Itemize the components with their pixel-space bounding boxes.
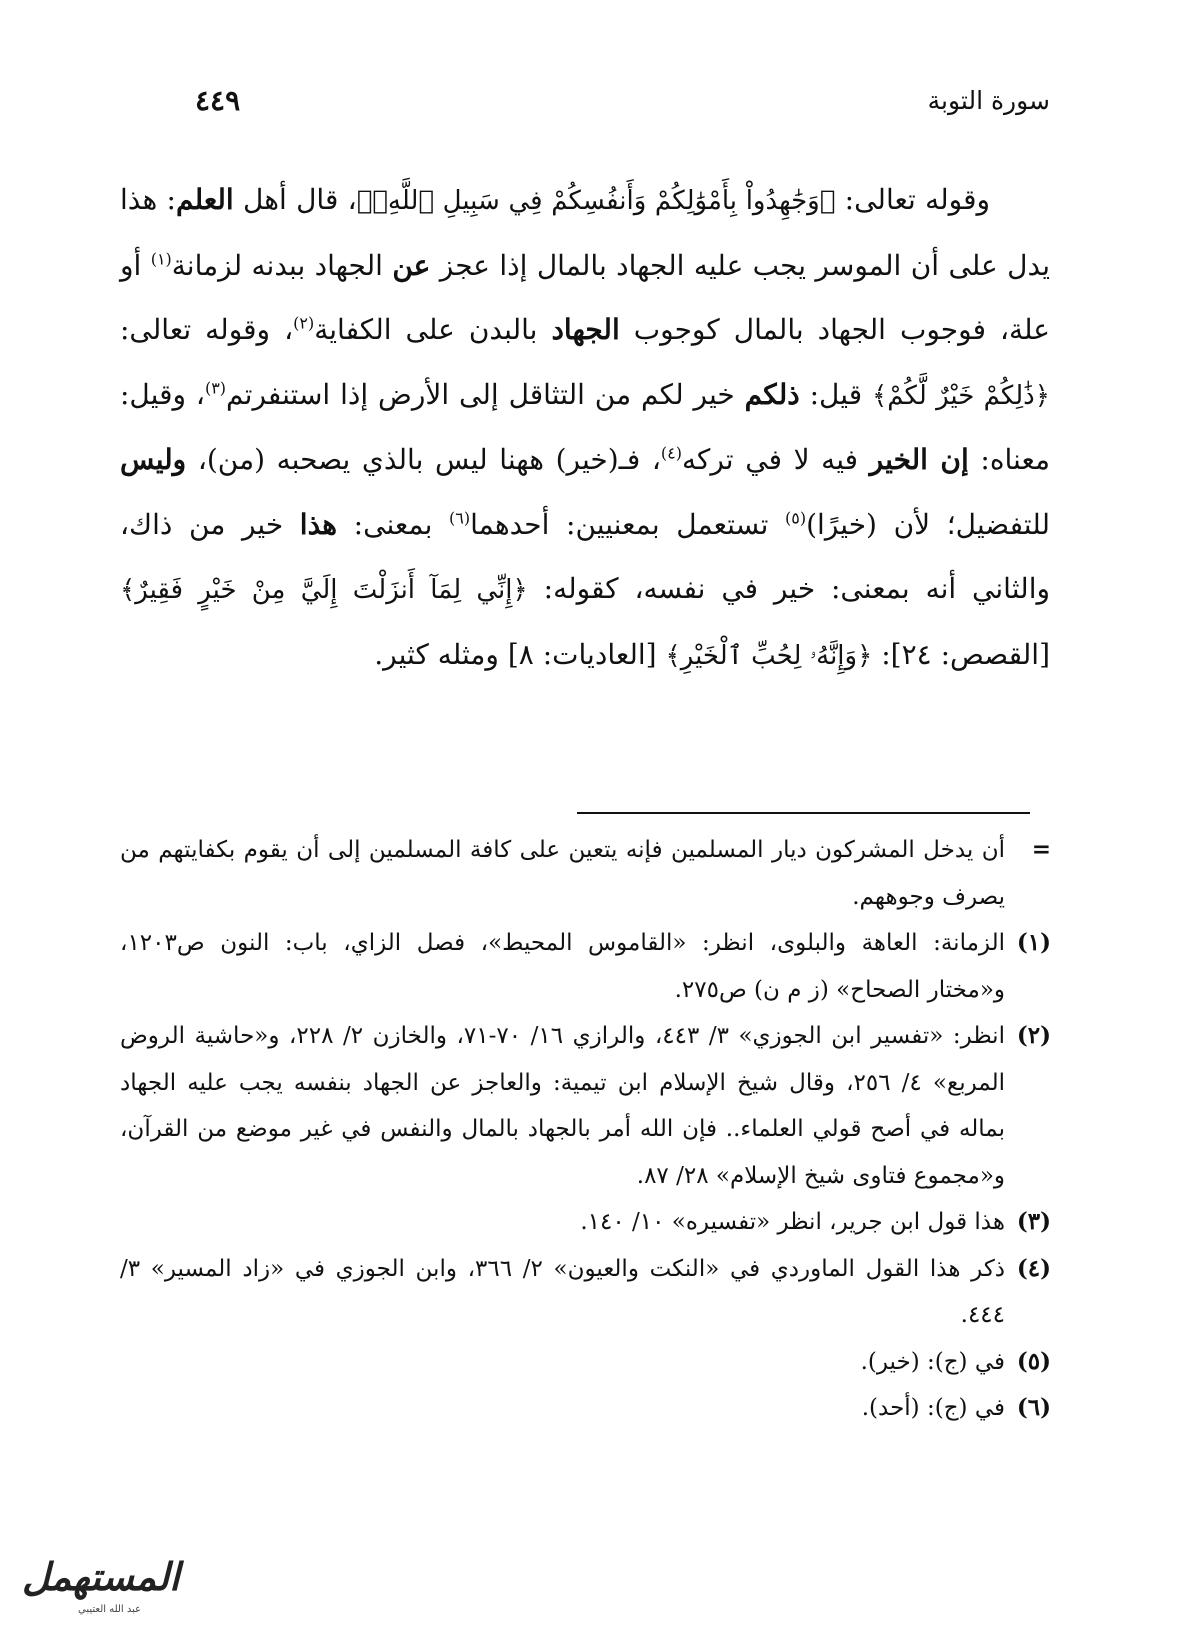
text-run: خير من ذاك، والثاني أنه بمعنى: خير في نفسه، كقوله:: [120, 507, 1050, 605]
footnote-mark: (٥): [1016, 1347, 1051, 1375]
text-run: فيه لا في تركه: [682, 443, 870, 476]
footnote-text: في (ج): (خير).: [860, 1348, 1005, 1375]
quran-verse: ﴿ذَٰلِكُمْ خَيْرٌ لَّكُمْ﴾: [872, 380, 1050, 411]
footnote-separator: [577, 812, 1030, 814]
bold-word: الجهاد: [551, 313, 620, 346]
quran-verse: ﴿وَإِنَّهُۥ لِحُبِّ ٱلْخَيْرِ﴾: [665, 640, 873, 671]
footnote-ref: (٢): [293, 313, 315, 333]
text-run: ، فـ(خير) ههنا ليس بالذي يصحبه (من)،: [186, 443, 661, 476]
footnote-mark: =: [1031, 836, 1051, 863]
page-number: ٤٤٩: [195, 84, 241, 117]
publisher-logo: [8, 1548, 180, 1626]
footnote-text: ذكر هذا القول الماوردي في «النكت والعيون» ٢/ ٣٦٦، وابن الجوزي في «زاد المسير» ٣/ ٤٤٤.: [120, 1255, 1006, 1328]
text-run: أو علة، فوجوب الجهاد بالمال كوجوب: [120, 248, 1050, 346]
footnote-text: الزمانة: العاهة والبلوى، انظر: «القاموس المحيط»، فصل الزاي، باب: النون ص١٢٠٣، و«مختار الصحاح» (ز م ن) ص٢٧٥.: [120, 930, 1005, 1003]
logo-mark: المستهمل: [22, 1554, 180, 1599]
footnote-item: [120, 920, 1055, 1013]
footnote-item: [120, 827, 1055, 920]
footnote-text: أن يدخل المشركون ديار المسلمين فإنه يتعين على كافة المسلمين إلى أن يقوم بكفايتهم من يصرف وجوههم.: [120, 837, 1005, 910]
text-run: : هذا يدل على أن الموسر يجب عليه الجهاد بالمال إذا عجز: [120, 183, 1050, 282]
quran-verse: ﴿وَجَٰهِدُواْ بِأَمْوَٰلِكُمْ وَأَنفُسِكُمْ فِي سَبِيلِ ٱللَّهِۚ﴾: [356, 186, 836, 216]
bold-word: عن: [392, 248, 431, 282]
bold-word: العلم: [175, 183, 234, 216]
text-run: للتفضيل؛ لأن (خيرًا): [806, 507, 1050, 541]
text-run: تستعمل بمعنيين: أحدهما: [470, 507, 786, 541]
main-paragraph: [120, 168, 1050, 688]
text-run: خير لكم من التثاقل إلى الأرض إذا استنفرتم: [226, 377, 745, 411]
text-run: [العاديات: ٨] ومثله كثير.: [374, 637, 666, 671]
footnote-ref: (٤): [660, 443, 683, 463]
footnote-ref: (٦): [449, 508, 471, 528]
bold-word: إن الخير: [869, 443, 969, 476]
text-run: [القصص: ٢٤]:: [872, 637, 1050, 671]
footnote-ref: (٣): [204, 378, 227, 398]
footnote-mark: (٦): [1016, 1394, 1051, 1421]
running-title: سورة التوبة: [927, 86, 1050, 115]
bold-word: وليس: [120, 443, 187, 476]
text-run: ، قال أهل: [233, 183, 357, 216]
footnote-item: [120, 1246, 1055, 1339]
text-run: ، وقيل: معناه:: [120, 377, 1051, 476]
footnote-ref: (١): [150, 249, 172, 269]
text-run: ، وقوله تعالى:: [120, 313, 294, 346]
text-run: وقوله تعالى:: [835, 183, 991, 216]
text-run: بمعنى:: [337, 507, 450, 541]
footnote-mark: (٢): [1016, 1022, 1051, 1049]
text-run: بالبدن على الكفاية: [314, 313, 552, 346]
footnote-item: [120, 1339, 1055, 1386]
footnote-item: [120, 1199, 1055, 1246]
quran-verse: ﴿إِنِّي لِمَآ أَنزَلْتَ إِلَيَّ مِنْ خَيْرٍ فَقِيرٌ﴾: [120, 575, 528, 605]
page-header: [170, 80, 1050, 130]
footnote-mark: (٣): [1016, 1208, 1051, 1235]
footnote-text: انظر: «تفسير ابن الجوزي» ٣/ ٤٤٣، والرازي ١٦/ ٧٠-٧١، والخازن ٢/ ٢٢٨، و«حاشية الروض المربع» ٤/ ٢٥٦، وقال شيخ الإسلام ابن تيمية: والعاجز عن الجهاد بنفسه يجب عليه الجهاد بماله في أصح قولي العلماء.. فإن الله أمر بالجهاد بالمال والنفس في غير موضع من القرآن، و«مجموع فتاوى شيخ الإسلام» ٢٨/ ٨٧.: [120, 1023, 1005, 1189]
footnote-item: [120, 1385, 1055, 1432]
bold-word: هذا: [299, 507, 338, 541]
logo-subtext: عبد الله العتيبي: [78, 1604, 142, 1615]
text-run: الجهاد ببدنه لزمانة: [171, 248, 393, 282]
footnote-text: هذا قول ابن جرير، انظر «تفسيره» ١٠/ ١٤٠.: [580, 1209, 1005, 1235]
text-run: قيل:: [799, 377, 872, 411]
footnote-mark: (٤): [1016, 1254, 1051, 1282]
footnotes: [120, 827, 1055, 1432]
footnote-mark: (١): [1016, 929, 1051, 956]
bold-word: ذلكم: [744, 377, 800, 411]
footnote-item: [120, 1013, 1055, 1199]
footnote-text: في (ج): (أحد).: [861, 1395, 1005, 1421]
footnote-ref: (٥): [785, 508, 807, 528]
main-text: [120, 168, 1050, 688]
